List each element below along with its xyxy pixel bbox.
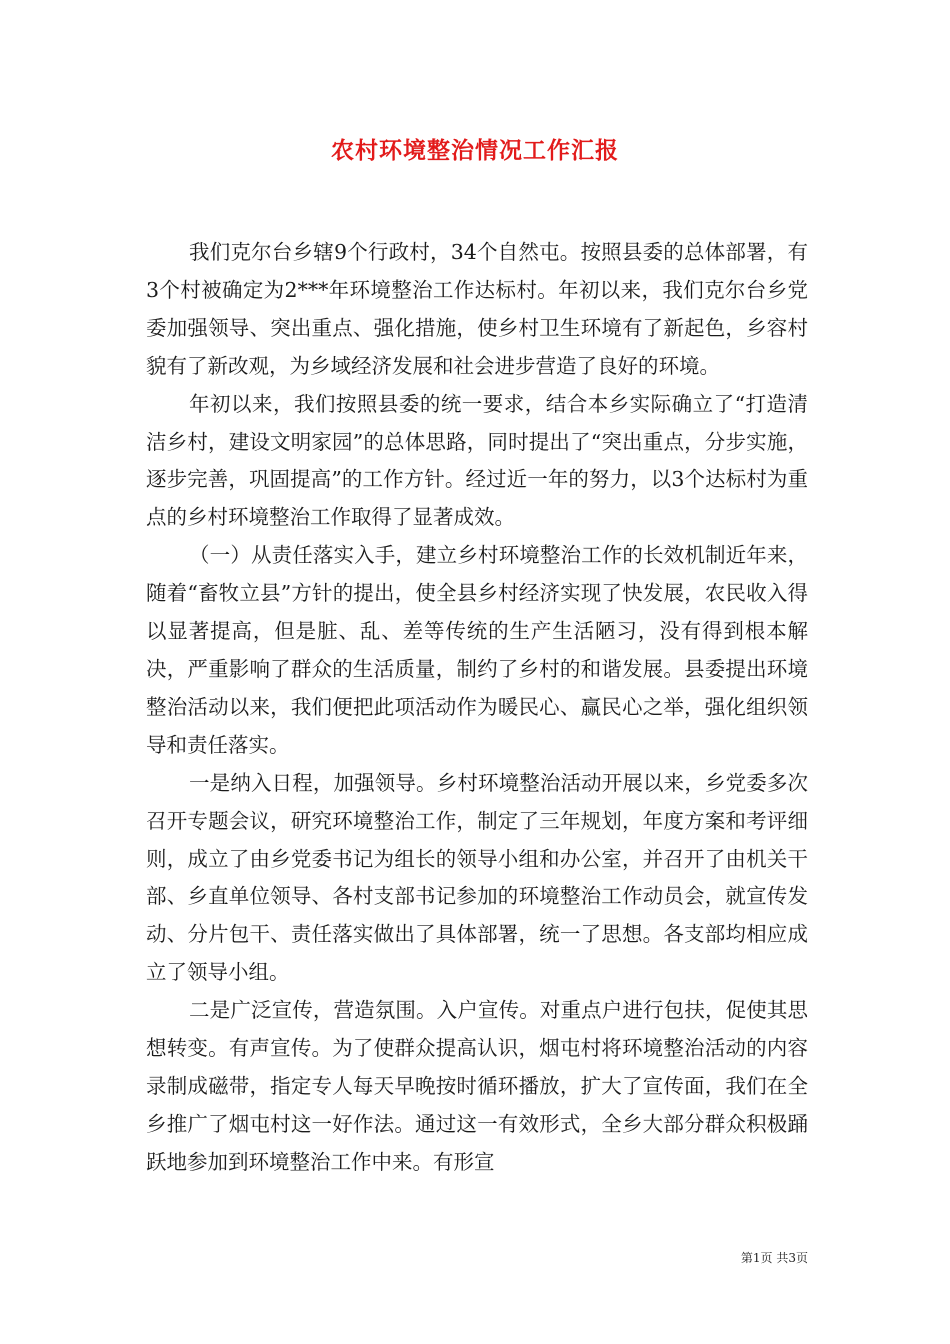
page-number-footer: 第1页 共3页 (740, 1251, 808, 1265)
document-title: 农村环境整治情况工作汇报 (331, 137, 619, 164)
document-body (146, 234, 808, 1182)
paragraph-5: 二是广泛宣传，营造氛围。入户宣传。对重点户进行包扶，促使其思想转变。有声宣传。为了使群众提高认识，烟屯村将环境整治活动的内容录制成磁带，指定专人每天早晚按时循环播放，扩大了宣传面，我们在全乡推广了烟屯村这一好作法。通过这一有效形式，全乡大部分群众积极踊跃地参加到环境整治工作中来。有形宣 (146, 998, 808, 1174)
paragraph-2: 年初以来，我们按照县委的统一要求，结合本乡实际确立了“打造清洁乡村，建设文明家园”的总体思路，同时提出了“突出重点，分步实施，逐步完善，巩固提高”的工作方针。经过近一年的努力，以3个达标村为重点的乡村环境整治工作取得了显著成效。 (146, 391, 808, 530)
paragraph-3: （一）从责任落实入手，建立乡村环境整治工作的长效机制近年来，随着“畜牧立县”方针的提出，使全县乡村经济实现了快发展，农民收入得以显著提高，但是脏、乱、差等传统的生产生活陋习，没有得到根本解决，严重影响了群众的生活质量，制约了乡村的和谐发展。县委提出环境整治活动以来，我们便把此项活动作为暖民心、赢民心之举，强化组织领导和责任落实。 (146, 543, 808, 757)
paragraph-4: 一是纳入日程，加强领导。乡村环境整治活动开展以来，乡党委多次召开专题会议，研究环境整治工作，制定了三年规划，年度方案和考评细则，成立了由乡党委书记为组长的领导小组和办公室，并召开了由机关干部、乡直单位领导、各村支部书记参加的环境整治工作动员会，就宣传发动、分片包干、责任落实做出了具体部署，统一了思想。各支部均相应成立了领导小组。 (146, 770, 808, 985)
paragraph-1: 我们克尔台乡辖9个行政村，34个自然屯。按照县委的总体部署，有3个村被确定为2***年环境整治工作达标村。年初以来，我们克尔台乡党委加强领导、突出重点、强化措施，使乡村卫生环境有了新起色，乡容村貌有了新改观，为乡域经济发展和社会进步营造了良好的环境。 (146, 240, 808, 378)
